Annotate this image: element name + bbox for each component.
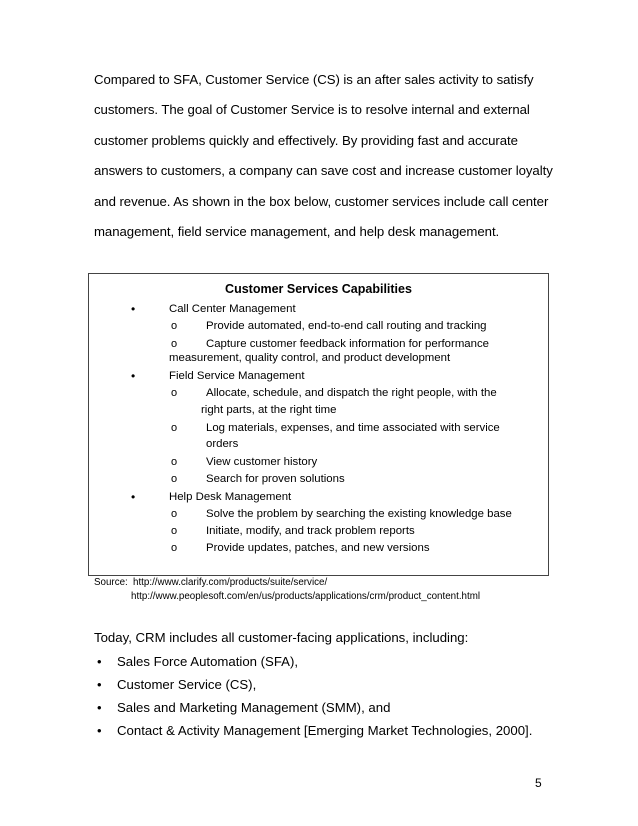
capability-sub-item: Provide automated, end-to-end call routing and tracking [206, 320, 487, 332]
bullet-icon: • [97, 677, 102, 692]
list-item: Sales and Marketing Management (SMM), and [117, 700, 391, 715]
paragraph-line: and revenue. As shown in the box below, customer services include call center [94, 194, 549, 209]
box-title: Customer Services Capabilities [225, 282, 412, 296]
sub-bullet-icon: o [171, 525, 178, 537]
capability-sub-item: Log materials, expenses, and time associated with service [206, 422, 500, 434]
bullet-icon: • [97, 654, 102, 669]
bullet-icon: • [131, 490, 136, 504]
sub-bullet-icon: o [171, 422, 178, 434]
sub-bullet-icon: o [171, 473, 178, 485]
crm-list-intro: Today, CRM includes all customer-facing applications, including: [94, 630, 469, 645]
source-url[interactable]: http://www.peoplesoft.com/en/us/products/applications/crm/product_content.html [131, 591, 481, 602]
sub-bullet-icon: o [171, 456, 178, 468]
paragraph-line: Compared to SFA, Customer Service (CS) is an after sales activity to satisfy [94, 72, 534, 87]
capability-heading: Help Desk Management [169, 491, 292, 503]
sub-bullet-icon: o [171, 508, 178, 520]
capability-sub-item-continuation: measurement, quality control, and product development [169, 352, 451, 364]
source-url[interactable]: http://www.clarify.com/products/suite/service/ [133, 577, 328, 588]
sub-bullet-icon: o [171, 338, 178, 350]
capability-sub-item: Search for proven solutions [206, 473, 345, 485]
sub-bullet-icon: o [171, 320, 178, 332]
capability-heading: Call Center Management [169, 303, 296, 315]
capability-heading: Field Service Management [169, 370, 305, 382]
capability-sub-item: Solve the problem by searching the existing knowledge base [206, 508, 512, 520]
bullet-icon: • [131, 302, 136, 316]
paragraph-line: customers. The goal of Customer Service is to resolve internal and external [94, 102, 530, 117]
bullet-icon: • [131, 369, 136, 383]
capabilities-box [88, 273, 549, 576]
page-number: 5 [535, 776, 542, 790]
paragraph-line: customer problems quickly and effectively. By providing fast and accurate [94, 133, 518, 148]
bullet-icon: • [97, 700, 102, 715]
capability-sub-item: View customer history [206, 456, 318, 468]
capability-sub-item: Provide updates, patches, and new versions [206, 542, 430, 554]
capability-sub-item: Capture customer feedback information for performance [206, 338, 490, 350]
paragraph-line: management, field service management, and help desk management. [94, 224, 500, 239]
source-prefix: Source: [94, 577, 128, 588]
capability-sub-item: Allocate, schedule, and dispatch the right people, with the [206, 387, 497, 399]
list-item: Contact & Activity Management [Emerging Market Technologies, 2000]. [117, 723, 533, 738]
list-item: Sales Force Automation (SFA), [117, 654, 299, 669]
paragraph-line: answers to customers, a company can save cost and increase customer loyalty [94, 163, 553, 178]
sub-bullet-icon: o [171, 387, 178, 399]
capability-sub-item-continuation: orders [206, 438, 239, 450]
bullet-icon: • [97, 723, 102, 738]
list-item: Customer Service (CS), [117, 677, 257, 692]
sub-bullet-icon: o [171, 542, 178, 554]
capability-sub-item: Initiate, modify, and track problem reports [206, 525, 415, 537]
capability-sub-item-continuation: right parts, at the right time [201, 404, 337, 416]
